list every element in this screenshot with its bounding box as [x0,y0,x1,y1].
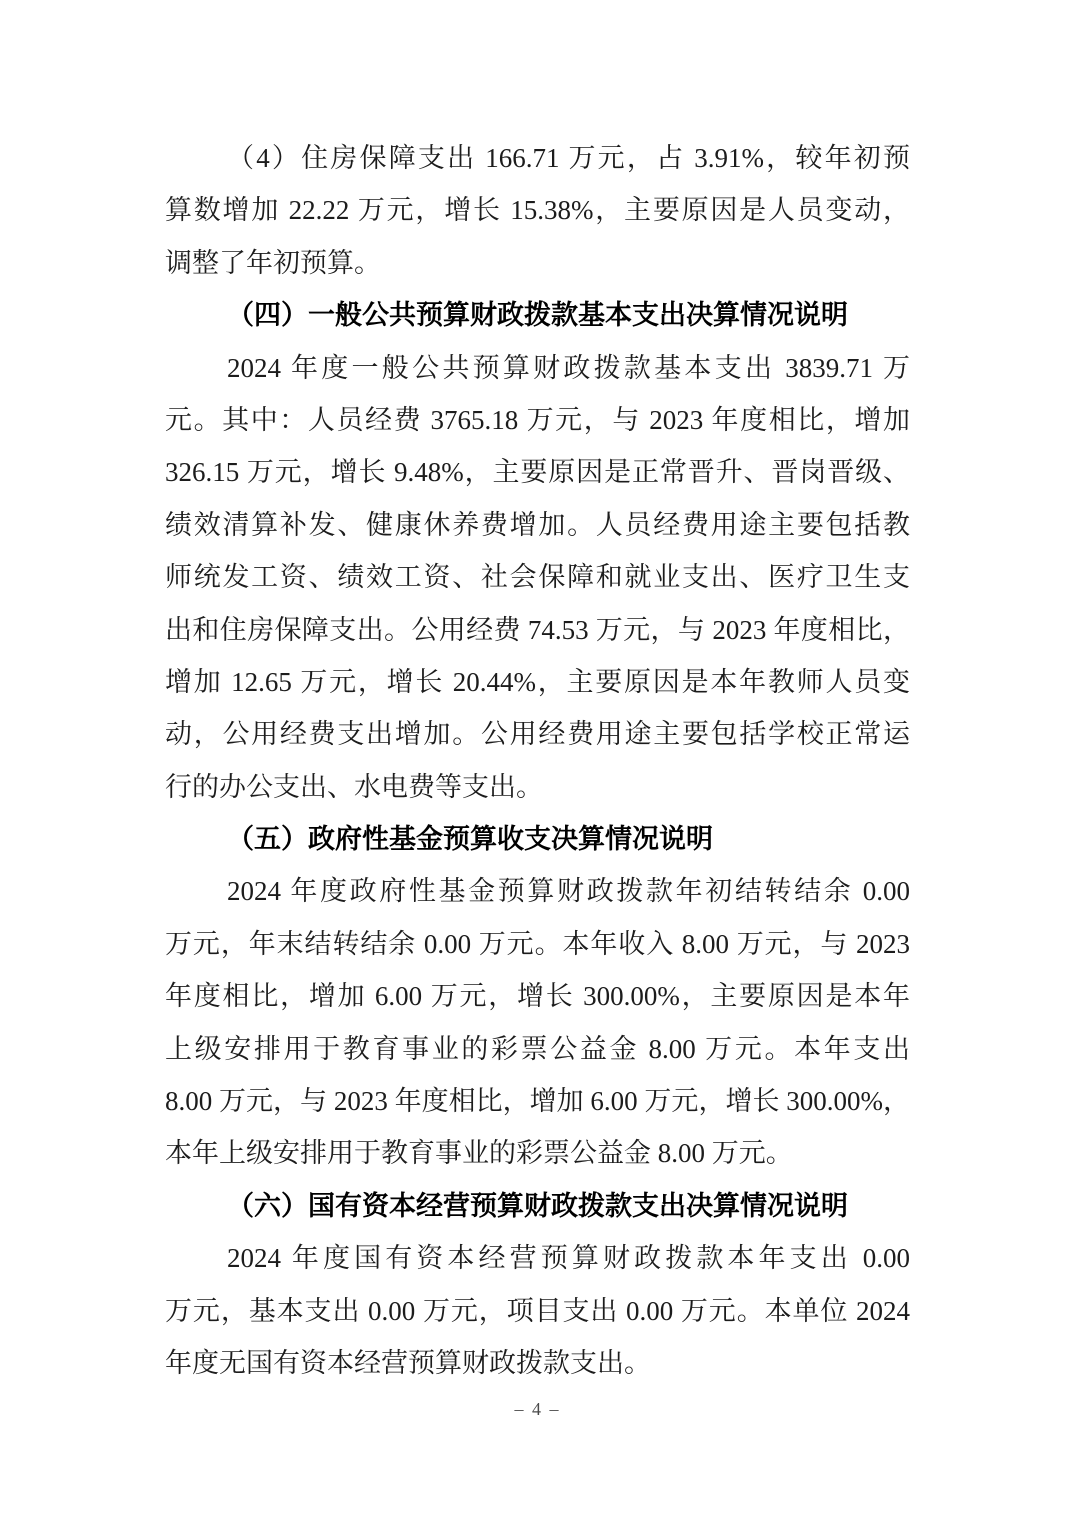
paragraph [165,865,910,1179]
text-line: 增加 12.65 万元，增长 20.44%，主要原因是本年教师人员变 [165,666,910,697]
page-number: – 4 – [514,1399,561,1419]
text-line: 绩效清算补发、健康休养费增加。人员经费用途主要包括教 [165,509,910,540]
heading-line: （四）一般公共预算财政拨款基本支出决算情况说明 [227,300,848,331]
section-heading [165,1180,910,1232]
text-line: （4）住房保障支出 166.71 万元，占 3.91%，较年初预 [227,143,910,173]
text-line: 万元，年末结转结余 0.00 万元。本年收入 8.00 万元，与 2023 [165,928,910,959]
text-line: 算数增加 22.22 万元，增长 15.38%，主要原因是人员变动， [165,195,910,226]
heading-line: （六）国有资本经营预算财政拨款支出决算情况说明 [227,1190,848,1221]
text-line: 上级安排用于教育事业的彩票公益金 8.00 万元。本年支出 [165,1033,910,1064]
text-line: 万元，基本支出 0.00 万元，项目支出 0.00 万元。本单位 2024 [165,1295,910,1326]
text-line: 出和住房保障支出。公用经费 74.53 万元，与 2023 年度相比， [165,614,910,645]
section-heading [165,289,910,341]
text-line: 年度无国有资本经营预算财政拨款支出。 [165,1347,651,1378]
text-line: 师统发工资、绩效工资、社会保障和就业支出、医疗卫生支 [165,562,910,593]
text-line: 326.15 万元，增长 9.48%，主要原因是正常晋升、晋岗晋级、 [165,457,910,488]
text-line: 年度相比，增加 6.00 万元，增长 300.00%，主要原因是本年 [165,981,910,1012]
text-line: 2024 年度国有资本经营预算财政拨款本年支出 0.00 [227,1243,910,1274]
text-line: 2024 年度政府性基金预算财政拨款年初结转结余 0.00 [227,876,910,907]
paragraph [165,132,910,289]
text-line: 元。其中：人员经费 3765.18 万元，与 2023 年度相比，增加 [165,404,910,435]
text-line: 调整了年初预算。 [165,247,381,278]
text-line: 本年上级安排用于教育事业的彩票公益金 8.00 万元。 [165,1138,793,1169]
paragraph [165,1232,910,1389]
paragraph [165,342,910,814]
heading-line: （五）政府性基金预算收支决算情况说明 [227,824,713,855]
text-line: 动，公用经费支出增加。公用经费用途主要包括学校正常运 [165,719,910,750]
section-heading [165,813,910,865]
document-body [165,132,910,1389]
text-line: 2024 年度一般公共预算财政拨款基本支出 3839.71 万 [227,352,910,383]
text-line: 行的办公支出、水电费等支出。 [165,771,543,802]
text-line: 8.00 万元，与 2023 年度相比，增加 6.00 万元，增长 300.00%， [165,1086,910,1117]
